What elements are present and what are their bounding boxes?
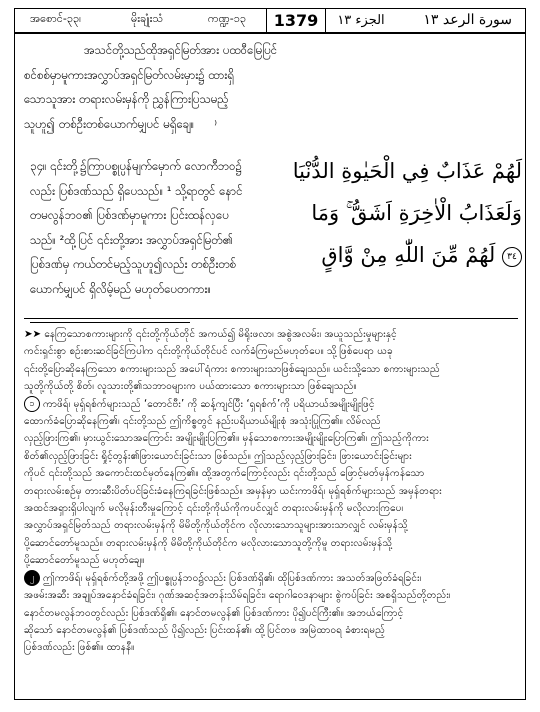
arrow-icon: ➤➤ <box>24 329 42 340</box>
footnote-2-number: ၂ <box>24 570 40 586</box>
header-section: ကဏ္ဍ-၁၃ <box>207 12 247 25</box>
upper-line: အသင်တို့သည်ထိုအရှင်မြတ်အား ပထဝီမြေပြင် <box>84 43 278 57</box>
header-surah-arabic: سورة الرعد ١٣ <box>423 12 512 28</box>
footnote-intro-line: ၎င်းတို့ပြောဆိုနေကြသော စကားများသည် အပေါ်ရံကား စကားများသာဖြစ်ချေသည်။ ယင်းသို့သော စကားများသည် <box>24 363 440 375</box>
translation-line: ပြစ်ဒဏ်မှ ကယ်တင်မည့်သူဟူ၍လည်း တစ်ဦးတစ် <box>30 257 237 271</box>
footnote-1-line: စိတ်၏လှည့်ဖြားခြင်း ရှိုင့်တွန်း၏ဖြားယောင်းခြင်းသာ ဖြစ်သည်။ ဤသည့်လှည့်ဖြားခြင်း၊ ဖြားယောင်းခြင်းများ <box>24 450 412 462</box>
footnote-2-line: ဆိုသော် နောင်တမလွန်၏ ပြစ်ဒဏ်သည် ပို၍လည်း ပြင်းထန်၏၊ ထို့ပြင်တဖ အမြဲထာဝရ ခံစားရမည့် <box>24 624 386 636</box>
footnote-2-line: နောင်တမလွန်ဘဝတွင်လည်း ပြစ်ဒဏ်ရှိ၏၊ နောင်တမလွန်၏ ပြစ်ဒဏ်ကား ပို၍ပင်ကြီး၏။ အဘယ်ကြောင့် <box>24 607 404 619</box>
footnote-1-line: အထင်အရှားရှိပါလျက် မလိုမုန်းတီးမှုကြောင့် ၎င်းတို့ကိုယ်ကိုကပင်လျှင် တရားလမ်းမှန်ကို မလိုလားကြပေ၊ <box>24 503 404 515</box>
arabic-verse <box>292 150 522 300</box>
footnote-marker: ⁾ <box>214 117 217 131</box>
footnote-1-line: အလွှာပ်အရှင်မြတ်သည် တရားလမ်းမှန်ကို မိမိတို့ကိုယ်တိုင်က လိုလားသောသူများအားသာလျှင် လမ်းမှန်သို့ <box>24 520 408 532</box>
translation-line: တမလွန်ဘဝ၏ ပြစ်ဒဏ်မှာမူကား ပြင်းထန်လှပေ <box>30 208 229 222</box>
footnote-intro-line: ကင်းရှင်းစွာ စဉ်းစားဆင်ခြင်ကြပါက ၎င်းတို့ကိုယ်တိုင်ပင် လက်ခံကြမည်မဟုတ်ပေ။ သို့ဖြစ်ပေရာ ယခု <box>24 346 393 358</box>
translation-line: လည်း ပြစ်ဒဏ်သည် ရှိပေသည်။ ¹ သို့ရာတွင် နောင် <box>30 183 243 198</box>
footnote-1-line: ကိုပင် ၎င်းတို့သည် အကောင်းထင်မှတ်နေကြ၏။ ထို့အတွက်ကြောင့်လည်း ၎င်းတို့သည် ဖြောင့်မတ်မှန်ကန်သော <box>24 468 425 480</box>
footnote-2-line: အဖမ်းအဆီး အချုပ်အနှောင်ခံရခြင်း၊ ဂုဏ်အဆင့်အတန်းသိမ်ရခြင်း၊ ရောဂါဝေဒနာများ စွဲကပ်ခြင်း အစရှိသည်တို့တည်း၊ <box>24 590 451 602</box>
footnote-1-line: တရားလမ်းစဉ်မှ တားဆီးပိတ်ပင်ခြင်းခံနေကြရခြင်းဖြစ်သည်။ အမှန်မှာ ယင်းကာဖိရ်၊ မုရှ်ရစ်က်များသည် အမှန်တရား <box>24 485 442 497</box>
upper-line: စင်စစ်မှာမူကားအလွှာပ်အရှင်မြတ်လမ်းမှား၌ ထားရှိ <box>24 67 235 82</box>
footnote-2-line: ၂ ဤကာဖိရ်၊ မုရှ်ရစ်က်တို့အဖို့ ဤပစ္စုပ္ပန်ဘဝ၌လည်း ပြစ်ဒဏ်ရှိ၏၊ ထိုပြစ်ဒဏ်ကား အသတ်အဖြတ်ခံရခြင်း၊ <box>24 570 518 587</box>
header-volume: အစောင်-၃၃၊ <box>30 12 81 25</box>
footnote-separator-short <box>30 322 190 323</box>
upper-line: သောသူအား တရားလမ်းမှန်ကို ညွှန်ကြားပြသမည့် <box>24 92 229 106</box>
page-header <box>14 8 526 34</box>
header-surah-myanmar: မိုးချုံးသံ <box>130 12 163 25</box>
footnote-1-line: လှည့်ဖြားကြ၏၊ မှားယွင်းသောအကြောင်း အမျိုးမျိုးပြကြ၏။ မှန်သောစကားအမျိုးမျိုးပြောကြ၏၊ ဤသည့်ကိုကား <box>24 433 429 445</box>
translation-line: သည်။ ²ထို့ပြင် ၎င်းတို့အား အလွှာပ်အရှင်မြတ်၏ <box>30 232 234 247</box>
translation-line: ၃၄။ ၎င်းတို့၌ကြာပစ္စုပ္ပန်မျက်မှောက် လောကီဘဝ၌ <box>30 159 243 173</box>
ayah-number-badge: ٣٤ <box>502 247 522 267</box>
upper-translation <box>24 38 518 137</box>
footnote-1-line: ပို့ဆောင်တော်မူသည်။ တရားလမ်းမှန်ကို မိမိတို့ကိုယ်တိုင်က မလိုလားသောသူတို့ကိုမူ တရားလမ်းမှန်သို့ <box>24 537 393 549</box>
footnote-1-line: ထောက်ခံပြောဆိုနေကြ၏၊ ၎င်းတို့သည် ဤကိစ္စတွင် နည်းပရိယာယ်မျိုးစုံ အသုံးပြုကြ၏။ လိမ်လည် <box>24 416 381 428</box>
arabic-line: ٣٤ لَهُمْ مِّنَ اللّٰهِ مِنْ وَّاقٍ <box>326 234 522 276</box>
footnote-intro-line: ➤➤ နေကြသောစကားများကို ၎င်းတို့ကိုယ်တိုင် အကယ်၍ မိရိုးဖလာ၊ အစွဲအလမ်း၊ အယူသည်းမှုများနှင့် <box>24 329 397 340</box>
footnote-separator <box>24 318 518 319</box>
upper-line: သူဟူ၍ တစ်ဦးတစ်ယောက်မျှပင် မရှိချေ။ ⁾ <box>24 116 217 131</box>
footnote-1-number: ၁ <box>24 396 40 412</box>
translation-line: ယောက်မျှပင် ရှိလိမ့်မည် မဟုတ်ပေတကား။ <box>30 281 211 296</box>
arabic-line: وَلَعَذَابُ الْاٰخِرَةِ اَشَقُّ ۚ وَمَا <box>311 201 522 225</box>
footnote-1-line: ပို့ဆောင်တော်မူသည် မဟုတ်ချေ။ <box>24 555 145 567</box>
page-number: 1379 <box>266 8 326 32</box>
verse-section <box>24 150 522 310</box>
footnotes <box>24 326 518 657</box>
footnote-intro-line: သူတို့ကိုယ်တို့ စိတ်၊ လူသားတို့၏သဘာဝများက ပယ်ထားသော စကားများသာ ဖြစ်ချေသည်။ <box>24 381 357 393</box>
header-juz-arabic: الجزء ١٣ <box>337 12 385 28</box>
myanmar-translation <box>30 154 326 301</box>
arabic-line: لَهُمْ عَذَابٌ فِي الْحَيٰوةِ الدُّنْيَا <box>292 159 522 183</box>
footnote-1-line: ၁ ကာဖိရ်၊ မုရှ်ရစ်က်များသည် ‘တောင်ဗီး’ ကို ဆန့်ကျင်ပြီး ‘ရှရစ်က်’ကို ပရိယာယ်အမျိုးမျိုးဖြင့် <box>24 396 518 413</box>
footnote-2-line: ပြစ်ဒဏ်လည်း ဖြစ်၏။ ထာနနီ။ <box>24 642 135 654</box>
